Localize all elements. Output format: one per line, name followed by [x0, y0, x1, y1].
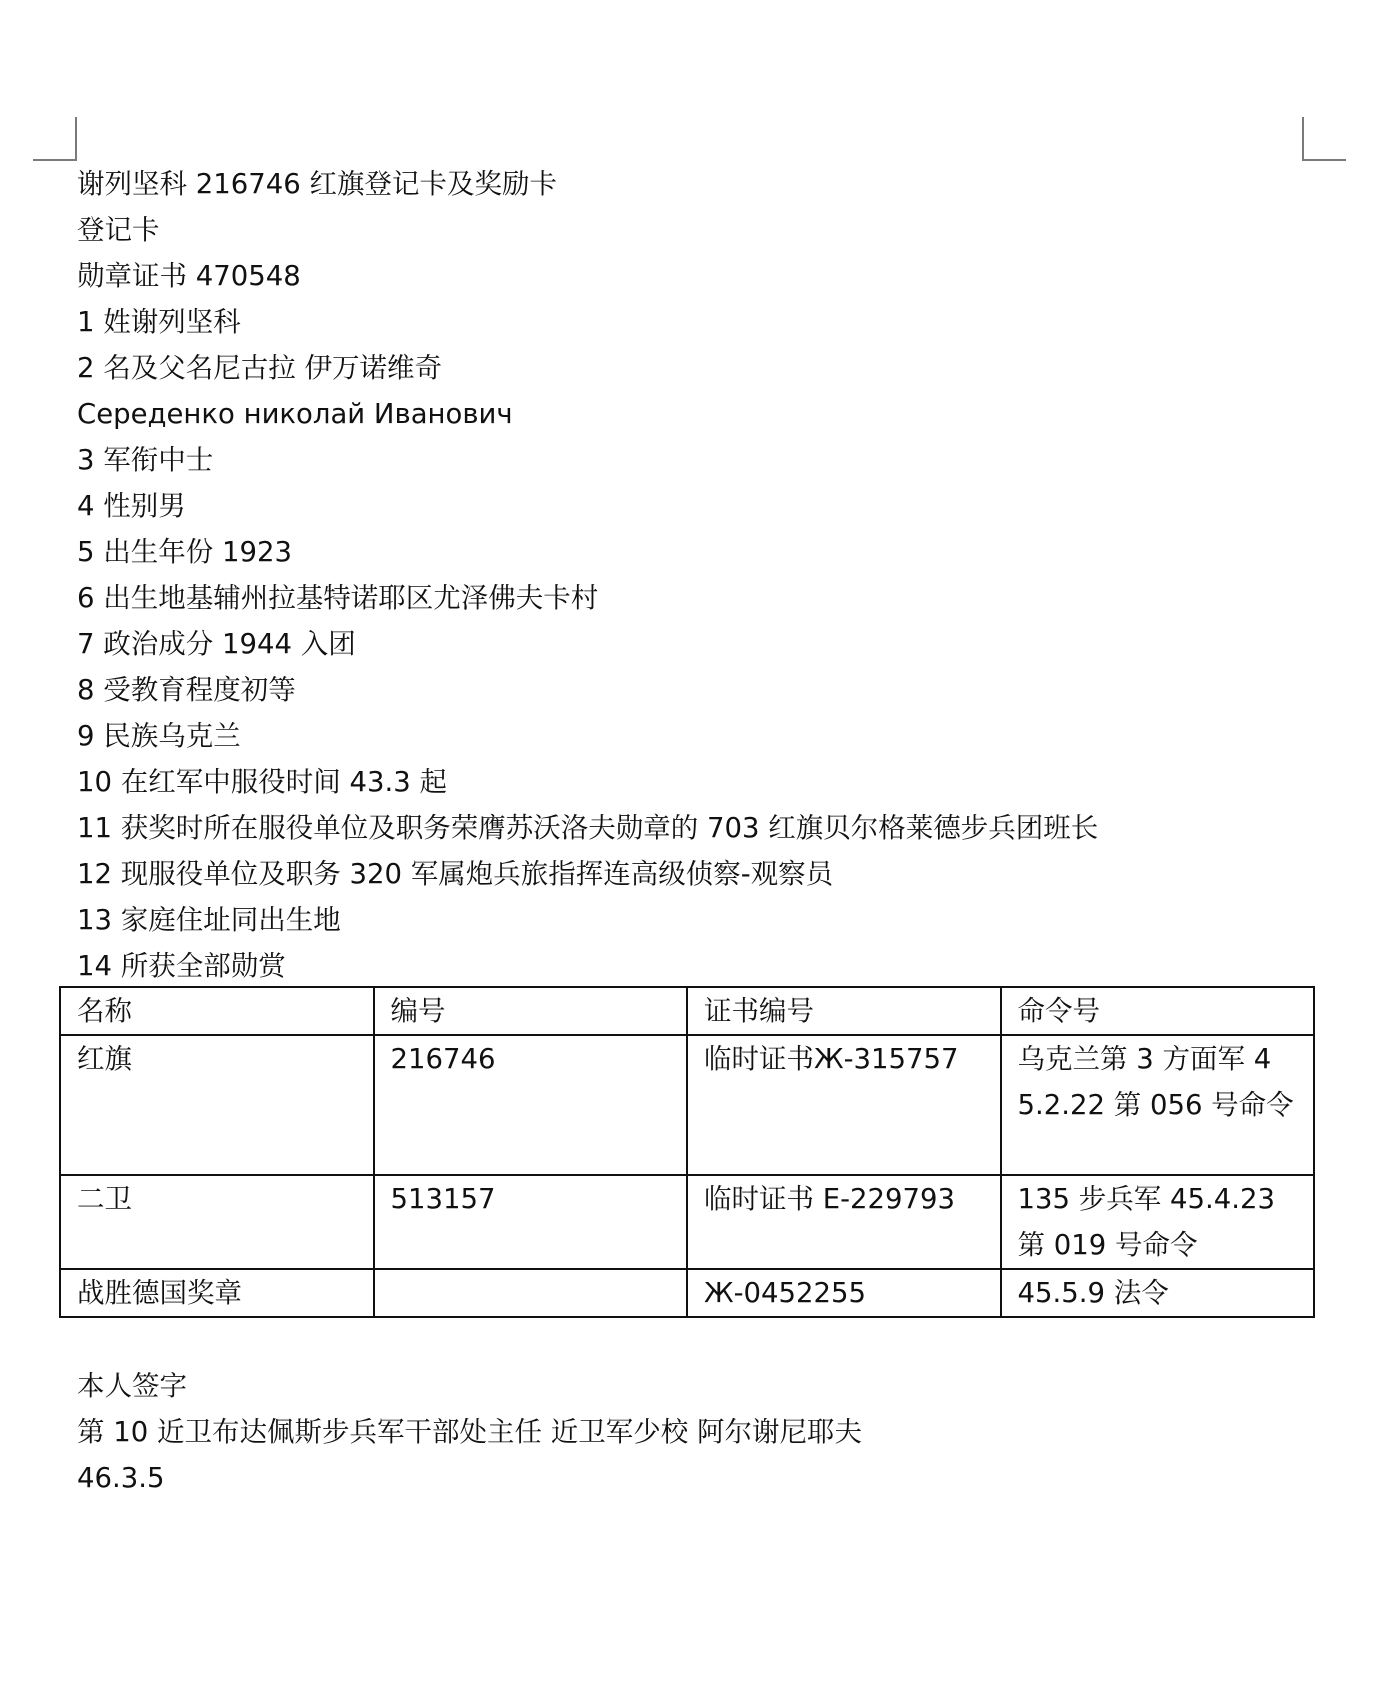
table-row	[60, 1175, 1314, 1269]
page-corner-mark-left	[33, 117, 77, 161]
field-education: 8 受教育程度初等	[77, 674, 296, 706]
field-all-awards: 14 所获全部勋赏	[77, 950, 286, 982]
cell-order-number: 135 步兵军 45.4.23 第 019 号命令	[1001, 1175, 1315, 1269]
field-current-unit: 12 现服役单位及职务 320 军属炮兵旅指挥连高级侦察-观察员	[77, 858, 834, 890]
cell-certificate-number: Ж-0452255	[687, 1269, 1001, 1317]
header-cell-number: 编号	[374, 987, 688, 1035]
field-service-start: 10 在红军中服役时间 43.3 起	[77, 766, 447, 798]
field-political-status: 7 政治成分 1944 入团	[77, 628, 356, 660]
table-header-row	[60, 987, 1314, 1035]
certificate-number: 勋章证书 470548	[77, 260, 301, 292]
cell-certificate-number: 临时证书Ж-315757	[687, 1035, 1001, 1175]
field-home-address: 13 家庭住址同出生地	[77, 904, 341, 936]
awards-table	[59, 986, 1315, 1318]
field-unit-at-award: 11 获奖时所在服役单位及职务荣膺苏沃洛夫勋章的 703 红旗贝尔格莱德步兵团班长	[77, 812, 1099, 844]
table-row	[60, 1035, 1314, 1175]
document-body	[77, 161, 1337, 989]
table-row	[60, 1269, 1314, 1317]
header-cell-order: 命令号	[1001, 987, 1315, 1035]
field-sex: 4 性别男	[77, 490, 186, 522]
cell-order-number: 乌克兰第 3 方面军 45.2.22 第 056 号命令	[1001, 1035, 1315, 1175]
field-rank: 3 军衔中士	[77, 444, 214, 476]
page-corner-mark-right	[1302, 117, 1346, 161]
field-birth-year: 5 出生年份 1923	[77, 536, 292, 568]
field-nationality: 9 民族乌克兰	[77, 720, 241, 752]
cell-award-number: 216746	[374, 1035, 688, 1175]
document-title: 谢列坚科 216746 红旗登记卡及奖励卡	[77, 168, 557, 200]
cell-award-name: 战胜德国奖章	[60, 1269, 374, 1317]
cell-award-name: 红旗	[60, 1035, 374, 1175]
signer-line: 第 10 近卫布达佩斯步兵军干部处主任 近卫军少校 阿尔谢尼耶夫	[77, 1416, 862, 1448]
document-footer	[77, 1363, 1337, 1501]
field-name-patronymic: 2 名及父名尼古拉 伊万诺维奇	[77, 352, 442, 384]
cell-award-number	[374, 1269, 688, 1317]
signature-date: 46.3.5	[77, 1462, 165, 1494]
field-name-russian: Середенко николай Иванович	[77, 398, 513, 430]
cell-order-number: 45.5.9 法令	[1001, 1269, 1315, 1317]
header-cell-name: 名称	[60, 987, 374, 1035]
header-cell-certificate: 证书编号	[687, 987, 1001, 1035]
field-surname: 1 姓谢列坚科	[77, 306, 241, 338]
field-birthplace: 6 出生地基辅州拉基特诺耶区尤泽佛夫卡村	[77, 582, 599, 614]
signature-label: 本人签字	[77, 1370, 187, 1402]
cell-certificate-number: 临时证书 E-229793	[687, 1175, 1001, 1269]
cell-award-name: 二卫	[60, 1175, 374, 1269]
cell-award-number: 513157	[374, 1175, 688, 1269]
card-label: 登记卡	[77, 214, 160, 246]
